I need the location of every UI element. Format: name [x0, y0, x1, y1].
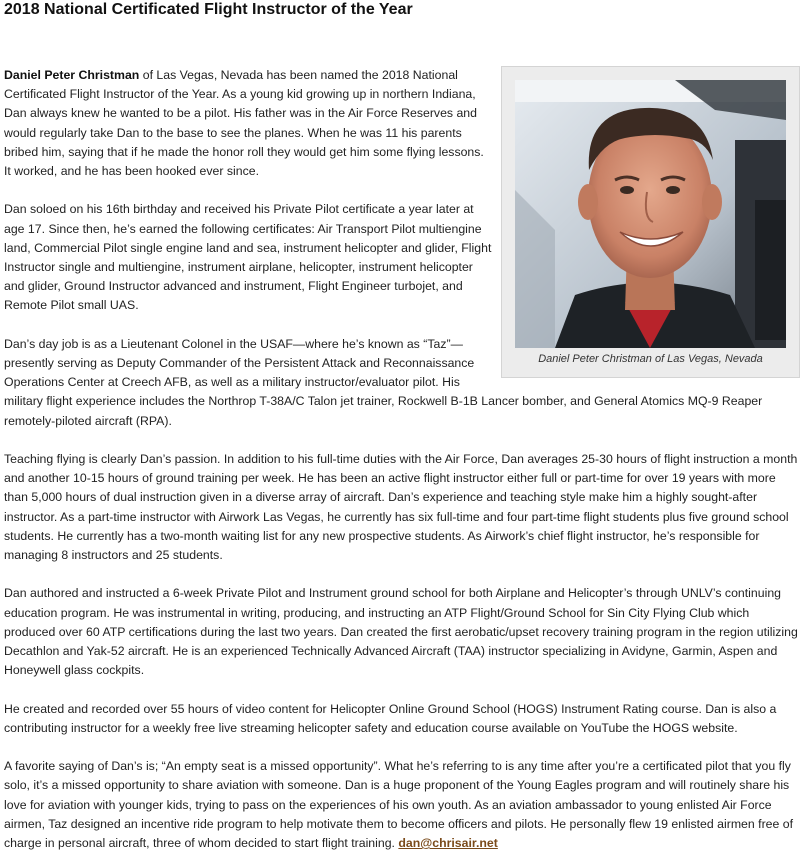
paragraph-ground-school: Dan authored and instructed a 6-week Private Pilot and Instrument ground school for both Airplane and Helicopter’s through UNLV’s continuing education program. He was instrumental in writing, producing, and instructing an ATP Flight/Ground School for Sin City Flying Club which produced over 60 ATP certifications during the last two years. Dan created the first aerobatic/upset recovery training program in the region utilizing Decathlon and Yak-52 aircraft. He is an experienced Technically Advanced Aircraft (TAA) instructor specializing in Avidyne, Garmin, Aspen and Honeywell glass cockpits.	[4, 586, 798, 678]
paragraph-intro-text: of Las Vegas, Nevada has been named the 2018 National Certificated Flight Instructor of the Year. As a young kid growing up in northern Indiana, Dan always knew he wanted to be a pilot. His father was in the Air Force Reserves and would regularly take Dan to the base to see the planes. When he was 11 his parents bribed him, saying that if he made the honor roll they would get him some flying lessons. It worked, and he has been hooked ever since.	[4, 68, 484, 179]
email-link[interactable]: dan@chrisair.net	[398, 836, 498, 851]
honoree-name: Daniel Peter Christman	[4, 68, 140, 82]
portrait-image	[515, 80, 786, 348]
portrait-photo	[515, 80, 786, 348]
paragraph-military: Dan’s day job is as a Lieutenant Colonel in the USAF—where he’s known as “Taz”—presently serving as Deputy Commander of the Persistent Attack and Reconnaissance Operations Center at Creech AFB, as well as a military instructor/evaluator pilot. His military flight experience includes the Northrop T-38A/C Talon jet trainer, Rockwell B-1B Lancer bomber, and General Atomics MQ-9 Reaper remotely-piloted aircraft (RPA).	[4, 336, 763, 428]
paragraph-certificates: Dan soloed on his 16th birthday and received his Private Pilot certificate a year later at age 17. Since then, he’s earned the following certificates: Air Transport Pilot multiengine land, Commercial Pilot single engine land and sea, instrument helicopter and glider, Flight Instructor single and multiengine, instrument airplane, helicopter, instrument helicopter and glider, Ground Instructor advanced and instrument, Flight Engineer turbojet, and Remote Pilot small UAS.	[4, 202, 492, 313]
article-body	[4, 66, 800, 860]
portrait-caption: Daniel Peter Christman of Las Vegas, Nevada	[538, 353, 763, 365]
paragraph-young-eagles	[4, 757, 800, 853]
paragraph-video: He created and recorded over 55 hours of video content for Helicopter Online Ground School (HOGS) Instrument Rating course. Dan is also a contributing instructor for a weekly free live streaming helicopter safety and education course available on YouTube the HOGS website.	[4, 701, 777, 735]
paragraph-teaching: Teaching flying is clearly Dan’s passion. In addition to his full-time duties with the Air Force, Dan averages 25-30 hours of flight instruction a month and another 10-15 hours of ground training per week. He has been an active flight instructor either full or part-time for over 19 years with more than 5,000 hours of dual instruction given in a diverse array of aircraft. Dan’s experience and teaching style make him a highly sought-after instructor. As a part-time instructor with Airwork Las Vegas, he currently has six full-time and four part-time flight students plus five ground school students. He currently has a two-month waiting list for any new prospective students. As Airwork’s chief flight instructor, he’s responsible for managing 8 instructors and 25 students.	[4, 452, 798, 563]
page-title: 2018 National Certificated Flight Instructor of the Year	[4, 1, 413, 18]
paragraph-young-eagles-text: A favorite saying of Dan’s is; “An empty seat is a missed opportunity”. What he’s referring to is any time after you’re a certificated pilot that you fly solo, it’s a missed opportunity to share aviation with someone. Dan is a huge proponent of the Young Eagles program and will routinely share his love for aviation with younger kids, trying to pass on the experiences of his own youth. As an aviation ambassador to young enlisted Air Force airmen, Taz designed an incentive ride program to help motivate them to become officers and pilots. He personally flew 19 enlisted airmen free of charge in personal aircraft, three of whom decided to start flight training.	[4, 759, 794, 851]
portrait-figure	[501, 66, 800, 378]
